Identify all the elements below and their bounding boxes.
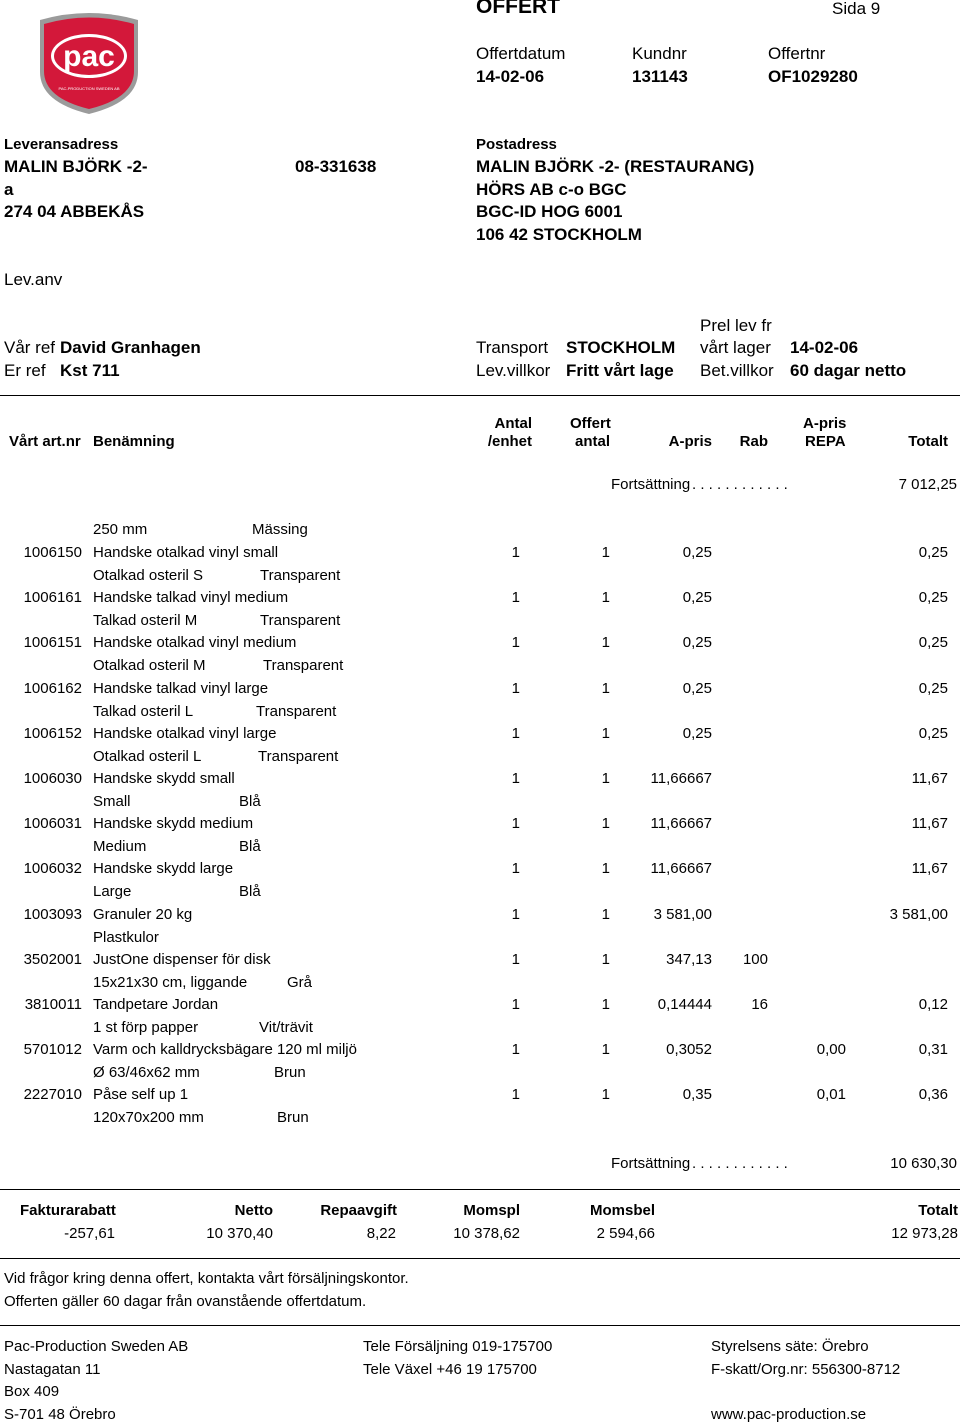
notes-rule [0,1258,960,1259]
item-antal: 1 [511,1041,520,1058]
levvillkor-label: Lev.villkor [476,361,551,380]
leverans-line3: 274 04 ABBEKÅS [4,202,145,221]
item-description: Handske otalkad vinyl small [93,544,279,561]
table-row-detail [0,881,960,903]
item-rab: 100 [742,951,768,968]
item-detail-a: Small [93,793,131,810]
vart-lager-label: vårt lager [700,338,771,357]
item-total: 3 581,00 [889,906,948,923]
item-detail-a: Otalkad osteril L [93,748,202,765]
offertnr-value: OF1029280 [768,67,858,86]
item-apris: 0,25 [682,544,712,561]
item-detail-b: Transparent [256,703,337,720]
item-detail-b: Grå [287,974,313,991]
company-logo [30,10,148,114]
item-detail-b: Blå [239,793,261,810]
table-row-detail [0,927,960,949]
leverans-line1: MALIN BJÖRK -2- [4,157,148,176]
document-title: OFFERT [476,0,560,18]
leveransadress-label: Leveransadress [4,136,119,153]
fakturarabatt-label: Fakturarabatt [20,1202,116,1219]
item-total: 11,67 [911,770,948,787]
item-offert-antal: 1 [601,951,610,968]
item-apris: 11,66667 [650,770,712,787]
netto-label: Netto [234,1202,273,1219]
table-row-detail [0,836,960,858]
post-line2: HÖRS AB c-o BGC [476,180,627,199]
item-detail-b: Vit/trävit [259,1019,313,1036]
table-row-detail [0,1107,960,1129]
summary-rule [0,1189,960,1190]
item-total: 0,25 [918,634,948,651]
betvillkor-value: 60 dagar netto [790,361,907,380]
item-offert-antal: 1 [601,906,610,923]
footer-box: Box 409 [4,1383,60,1400]
item-detail-b: Transparent [263,657,344,674]
table-row [0,723,960,745]
item-detail-b: Blå [239,838,261,855]
table-row-detail [0,565,960,587]
col-enhet-header: /enhet [487,433,532,450]
table-row [0,949,960,971]
item-detail-a: Talkad osteril M [93,612,198,629]
item-antal: 1 [511,860,520,877]
table-row [0,632,960,654]
col-offert-antal-header: antal [575,433,611,450]
momsbel-value: 2 594,66 [596,1225,655,1242]
col-art-header: Vårt art.nr [9,433,81,450]
item-detail-a: Medium [93,838,147,855]
item-description: Granuler 20 kg [93,906,193,923]
item-total: 0,25 [918,589,948,606]
col-rab-header: Rab [739,433,768,450]
leverans-phone: 08-331638 [295,157,377,176]
item-antal: 1 [511,951,520,968]
offertnr-label: Offertnr [768,44,826,63]
item-total: 11,67 [911,860,948,877]
repaavgift-value: 8,22 [366,1225,396,1242]
first-sub-a: 250 mm [93,521,148,538]
item-detail-a: Large [93,883,132,900]
kundnr-label: Kundnr [632,44,687,63]
item-detail-b: Transparent [258,748,339,765]
item-antal: 1 [511,996,520,1013]
momsbel-label: Momsbel [589,1202,655,1219]
item-apris: 11,66667 [650,815,712,832]
transport-label: Transport [476,338,549,357]
footer-tele-switch: Tele Växel +46 19 175700 [363,1361,537,1378]
logo-brand: pac [63,40,115,73]
item-description: Handske skydd large [93,860,234,877]
item-offert-antal: 1 [601,815,610,832]
item-antal: 1 [511,725,520,742]
offertdatum-label: Offertdatum [476,44,566,63]
col-totalt-header: Totalt [908,433,948,450]
item-repa: 0,00 [816,1041,846,1058]
totalt-value: 12 973,28 [891,1225,958,1242]
item-apris: 0,25 [682,680,712,697]
fortsattning-in-value: 7 012,25 [898,476,957,493]
footer-company: Pac-Production Sweden AB [4,1338,189,1355]
item-offert-antal: 1 [601,589,610,606]
item-offert-antal: 1 [601,680,610,697]
item-art-nr: 1003093 [23,906,82,923]
item-apris: 0,25 [682,634,712,651]
item-description: Påse self up 1 [93,1086,189,1103]
table-row-detail [0,655,960,677]
item-description: Handske talkad vinyl large [93,680,269,697]
item-apris: 0,3052 [666,1041,712,1058]
table-row [0,1039,960,1061]
col-antal-header: Antal [494,415,532,432]
table-row-detail [0,746,960,768]
table-row [0,587,960,609]
postadress-label: Postadress [476,136,557,153]
item-offert-antal: 1 [601,996,610,1013]
table-row [0,542,960,564]
netto-value: 10 370,40 [206,1225,273,1242]
post-line4: 106 42 STOCKHOLM [476,225,642,244]
col-apris-header: A-pris [668,433,712,450]
table-row [0,768,960,790]
momspl-value: 10 378,62 [453,1225,520,1242]
item-detail-b: Blå [239,883,261,900]
item-art-nr: 1006152 [23,725,82,742]
item-total: 0,25 [918,544,948,561]
item-total: 0,31 [918,1041,948,1058]
footer-rule [0,1325,960,1326]
footer-web[interactable]: www.pac-production.se [711,1406,867,1423]
item-offert-antal: 1 [601,860,610,877]
table-row-detail [0,791,960,813]
fortsattning-out-label: Fortsättning [611,1155,691,1172]
item-antal: 1 [511,906,520,923]
item-total: 0,36 [918,1086,948,1103]
prel-lev-date: 14-02-06 [790,338,859,357]
item-offert-antal: 1 [601,725,610,742]
table-row [0,904,960,926]
item-art-nr: 1006032 [23,860,82,877]
logo-small-text: PAC-PRODUCTION SWEDEN AB [58,86,120,91]
col-repa-header1: A-pris [803,415,847,432]
leverans-line2: a [4,180,14,199]
levvillkor-value: Fritt vårt lage [566,361,674,380]
item-detail-a: Otalkad osteril M [93,657,206,674]
item-repa: 0,01 [816,1086,846,1103]
item-description: Handske otalkad vinyl large [93,725,277,742]
table-row [0,994,960,1016]
item-art-nr: 1006150 [23,544,82,561]
item-antal: 1 [511,815,520,832]
table-row [0,813,960,835]
note-line2: Offerten gäller 60 dagar från ovanstående offertdatum. [4,1293,367,1310]
item-detail-b: Transparent [260,567,341,584]
table-row-detail [0,701,960,723]
repaavgift-label: Repaavgift [320,1202,397,1219]
item-art-nr: 1006162 [23,680,82,697]
item-detail-a: Ø 63/46x62 mm [93,1064,200,1081]
item-detail-a: 120x70x200 mm [93,1109,204,1126]
item-art-nr: 5701012 [23,1041,82,1058]
kundnr-value: 131143 [632,67,688,86]
item-detail-b: Brun [277,1109,309,1126]
fortsattning-out-value: 10 630,30 [890,1155,957,1172]
item-rab: 16 [751,996,768,1013]
note-line1: Vid frågor kring denna offert, kontakta vårt försäljningskontor. [4,1270,409,1287]
fortsattning-in-dots: . . . . . . . . . . . . [692,476,788,493]
transport-value: STOCKHOLM [566,338,676,357]
item-detail-b: Transparent [260,612,341,629]
post-line3: BGC-ID HOG 6001 [476,202,623,221]
item-art-nr: 3502001 [23,951,82,968]
table-row-detail [0,972,960,994]
item-apris: 3 581,00 [653,906,712,923]
prel-lev-label: Prel lev fr [700,316,772,335]
item-apris: 0,25 [682,589,712,606]
totalt-label: Totalt [918,1202,958,1219]
col-repa-header2: REPA [805,433,846,450]
footer-street: Nastagatan 11 [4,1361,101,1378]
item-description: Varm och kalldrycksbägare 120 ml miljö [93,1041,357,1058]
fortsattning-in-label: Fortsättning [611,476,691,493]
er-ref-value: Kst 711 [60,361,120,380]
item-apris: 0,25 [682,725,712,742]
table-row [0,678,960,700]
item-description: Tandpetare Jordan [93,996,219,1013]
table-row-detail [0,1017,960,1039]
item-apris: 347,13 [666,951,712,968]
item-detail-a: 1 st förp papper [93,1019,199,1036]
item-detail-a: Plastkulor [93,929,159,946]
post-line1: MALIN BJÖRK -2- (RESTAURANG) [476,157,755,176]
item-detail-a: Talkad osteril L [93,703,194,720]
col-offert-header: Offert [570,415,611,432]
item-apris: 11,66667 [650,860,712,877]
betvillkor-label: Bet.villkor [700,361,774,380]
item-antal: 1 [511,770,520,787]
col-benamning-header: Benämning [93,433,175,450]
item-art-nr: 1006151 [23,634,82,651]
item-art-nr: 1006161 [23,589,82,606]
item-offert-antal: 1 [601,770,610,787]
item-total: 11,67 [911,815,948,832]
item-offert-antal: 1 [601,1086,610,1103]
item-total: 0,12 [918,996,948,1013]
footer-tele-sales: Tele Försäljning 019-175700 [363,1338,553,1355]
item-antal: 1 [511,634,520,651]
item-antal: 1 [511,589,520,606]
item-total: 0,25 [918,680,948,697]
fortsattning-out-dots: . . . . . . . . . . . . [692,1155,788,1172]
item-description: Handske skydd medium [93,815,254,832]
item-description: Handske talkad vinyl medium [93,589,289,606]
item-total: 0,25 [918,725,948,742]
item-detail-a: Otalkad osteril S [93,567,204,584]
item-description: JustOne dispenser för disk [93,951,271,968]
item-art-nr: 2227010 [23,1086,82,1103]
var-ref-value: David Granhagen [60,338,201,357]
footer-seat: Styrelsens säte: Örebro [711,1338,869,1355]
table-row [0,1084,960,1106]
table-row-detail [0,610,960,632]
item-antal: 1 [511,1086,520,1103]
item-detail-b: Brun [274,1064,306,1081]
er-ref-label: Er ref [4,361,46,380]
item-art-nr: 3810011 [24,996,82,1013]
page-number: Sida 9 [832,0,881,18]
momspl-label: Momspl [463,1202,520,1219]
item-art-nr: 1006030 [23,770,82,787]
item-offert-antal: 1 [601,1041,610,1058]
item-description: Handske skydd small [93,770,235,787]
item-antal: 1 [511,544,520,561]
item-detail-a: 15x21x30 cm, liggande [93,974,248,991]
table-row [0,858,960,880]
header-rule [0,395,960,396]
footer-city: S-701 48 Örebro [4,1406,116,1423]
fakturarabatt-value: -257,61 [64,1225,115,1242]
item-offert-antal: 1 [601,634,610,651]
item-offert-antal: 1 [601,544,610,561]
first-sub-b: Mässing [252,521,308,538]
var-ref-label: Vår ref [4,338,56,357]
footer-orgnr: F-skatt/Org.nr: 556300-8712 [711,1361,901,1378]
item-antal: 1 [511,680,520,697]
offertdatum-value: 14-02-06 [476,67,545,86]
lev-anv-label: Lev.anv [4,270,63,289]
item-art-nr: 1006031 [23,815,82,832]
item-apris: 0,14444 [657,996,712,1013]
table-row-detail [0,1062,960,1084]
item-description: Handske otalkad vinyl medium [93,634,297,651]
item-apris: 0,35 [682,1086,712,1103]
